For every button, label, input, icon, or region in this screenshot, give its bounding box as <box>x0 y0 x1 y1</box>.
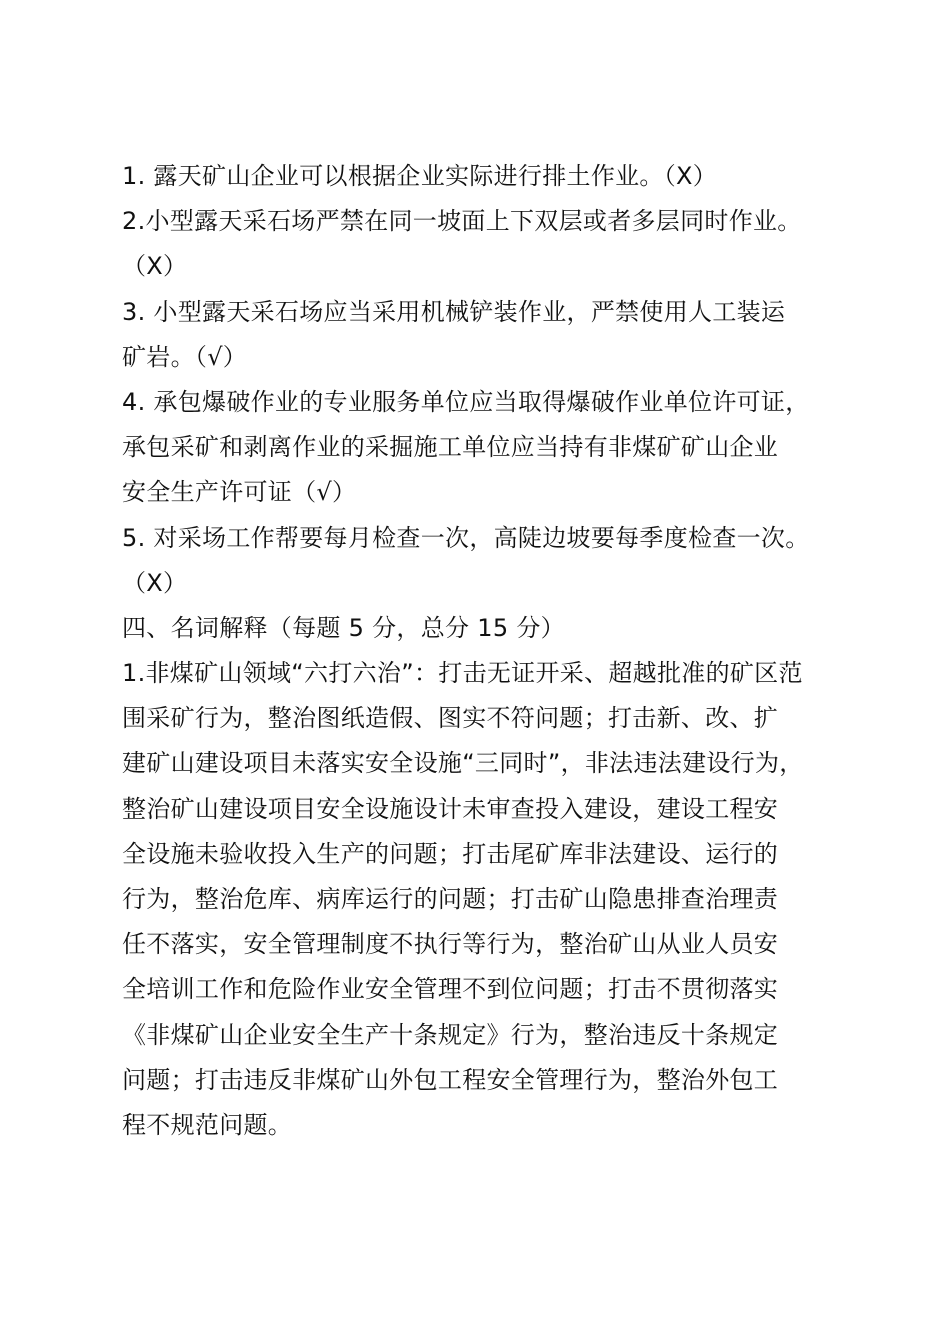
definition-line: 1.非煤矿山领域“六打六治”：打击无证开采、超越批准的矿区范 <box>122 659 803 688</box>
definition-line: 程不规范问题。 <box>122 1110 293 1139</box>
answer-line-4-cont: 承包采矿和剥离作业的采掘施工单位应当持有非煤矿矿山企业 <box>122 433 779 462</box>
document-body <box>122 154 852 1148</box>
definition-line: 全设施未验收投入生产的问题；打击尾矿库非法建设、运行的 <box>122 839 779 868</box>
definition-line: 全培训工作和危险作业安全管理不到位问题；打击不贯彻落实 <box>122 975 779 1004</box>
answer-line-2-mark: （X） <box>122 252 188 281</box>
answer-line-2: 2.小型露天采石场严禁在同一坡面上下双层或者多层同时作业。 <box>122 207 802 236</box>
answer-line-3-cont: 矿岩。（√） <box>122 342 248 371</box>
definition-line: 任不落实，安全管理制度不执行等行为，整治矿山从业人员安 <box>122 930 779 959</box>
definition-line: 行为，整治危库、病库运行的问题；打击矿山隐患排查治理责 <box>122 885 779 913</box>
answer-line-3: 3. 小型露天采石场应当采用机械铲装作业，严禁使用人工装运 <box>122 297 786 326</box>
definition-line: 《非煤矿山企业安全生产十条规定》行为，整治违反十条规定 <box>122 1020 779 1049</box>
answer-line-5-mark: （X） <box>122 568 188 597</box>
answer-line-4: 4. 承包爆破作业的专业服务单位应当取得爆破作业单位许可证， <box>122 387 810 416</box>
definition-line: 整治矿山建设项目安全设施设计未审查投入建设，建设工程安 <box>122 794 779 823</box>
definition-line: 围采矿行为，整治图纸造假、图实不符问题；打击新、改、扩 <box>122 704 779 733</box>
answer-line-1: 1. 露天矿山企业可以根据企业实际进行排土作业。（X） <box>122 162 718 190</box>
section-heading: 四、名词解释（每题 5 分，总分 15 分） <box>122 613 565 642</box>
definition-line: 问题；打击违反非煤矿山外包工程安全管理行为，整治外包工 <box>122 1065 779 1094</box>
definition-line: 建矿山建设项目未落实安全设施“三同时”，非法违法建设行为， <box>122 749 804 778</box>
answer-line-5: 5. 对采场工作帮要每月检查一次，高陡边坡要每季度检查一次。 <box>122 523 810 552</box>
answer-line-4-end: 安全生产许可证（√） <box>122 478 357 507</box>
